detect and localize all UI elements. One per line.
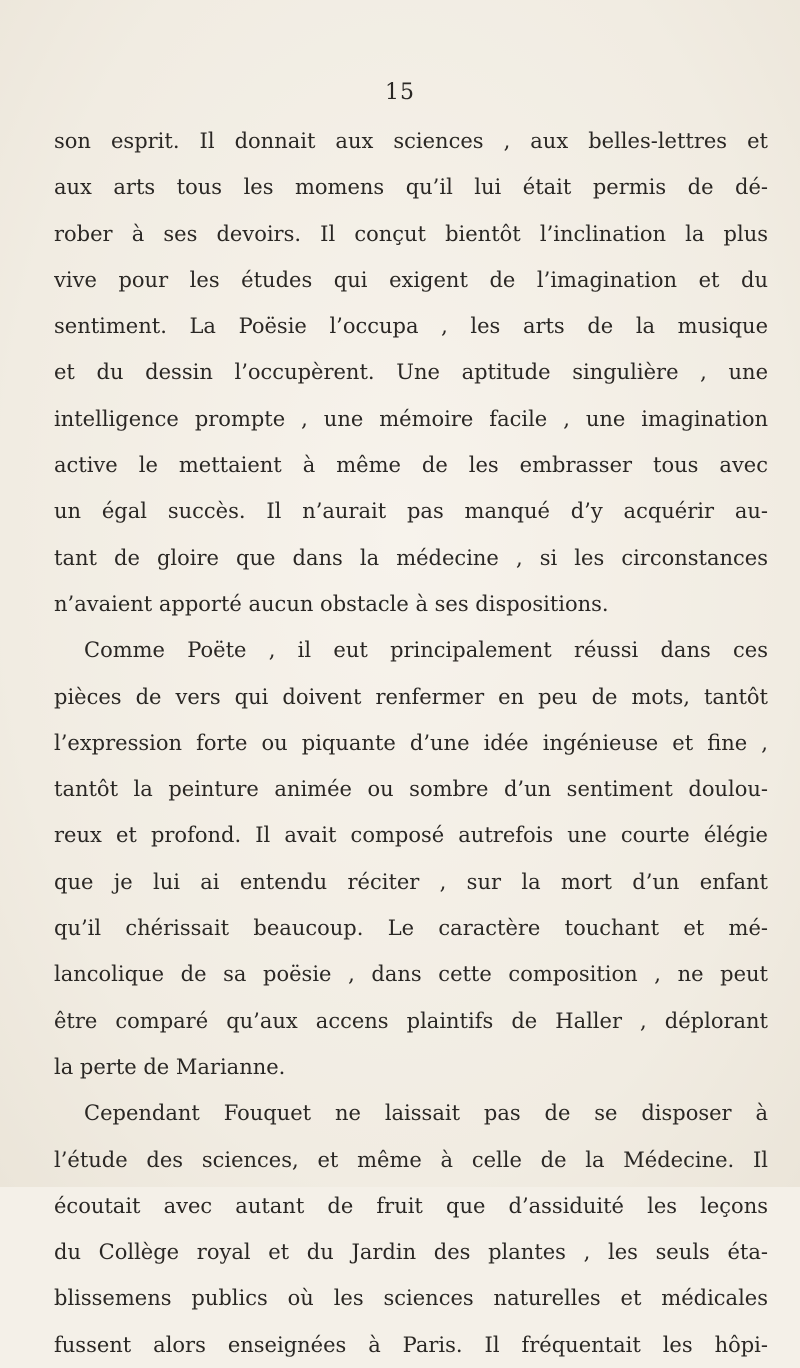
- text-line: pièces de vers qui doivent renfermer en peu de mots, tantôt: [54, 684, 768, 709]
- text-line: que je lui ai entendu réciter , sur la mort d’un enfant: [54, 869, 768, 894]
- text-line: tant de gloire que dans la médecine , si les circonstances: [54, 545, 768, 570]
- text-line: écoutait avec autant de fruit que d’assiduité les leçons: [54, 1193, 768, 1218]
- text-line: et du dessin l’occupèrent. Une aptitude singulière , une: [54, 360, 768, 385]
- text-line: qu’il chérissait beaucoup. Le caractère touchant et mé-: [54, 916, 768, 941]
- text-line: l’expression forte ou piquante d’une idée ingénieuse et fine ,: [54, 730, 768, 755]
- text-line: sentiment. La Poësie l’occupa , les arts de la musique: [54, 314, 768, 339]
- text-line: n’avaient apporté aucun obstacle à ses dispositions.: [54, 591, 609, 616]
- text-line: Cependant Fouquet ne laissait pas de se disposer à: [84, 1101, 768, 1126]
- text-line: intelligence prompte , une mémoire facile , une imagination: [54, 406, 768, 431]
- text-line: lancolique de sa poësie , dans cette composition , ne peut: [54, 962, 768, 987]
- text-line: tantôt la peinture animée ou sombre d’un sentiment doulou-: [54, 777, 768, 802]
- text-line: aux arts tous les momens qu’il lui était permis de dé-: [54, 175, 768, 200]
- text-line: l’étude des sciences, et même à celle de la Médecine. Il: [54, 1147, 768, 1172]
- text-line: du Collège royal et du Jardin des plantes , les seuls éta-: [54, 1240, 768, 1265]
- text-line: vive pour les études qui exigent de l’imagination et du: [54, 267, 768, 292]
- text-line: reux et profond. Il avait composé autrefois une courte élégie: [54, 823, 768, 848]
- page-number: 15: [385, 80, 415, 105]
- text-line: son esprit. Il donnait aux sciences , aux belles-lettres et: [54, 129, 768, 153]
- text-line: être comparé qu’aux accens plaintifs de Haller , déplorant: [54, 1008, 768, 1033]
- text-line: fussent alors enseignées à Paris. Il fréquentait les hôpi-: [54, 1332, 768, 1357]
- text-line: rober à ses devoirs. Il conçut bientôt l’inclination la plus: [54, 221, 768, 246]
- text-line: active le mettaient à même de les embrasser tous avec: [54, 453, 768, 478]
- text-line: un égal succès. Il n’aurait pas manqué d’y acquérir au-: [54, 499, 768, 524]
- body-text: [54, 118, 768, 1368]
- text-line: Comme Poëte , il eut principalement réussi dans ces: [84, 638, 768, 663]
- text-line: blissemens publics où les sciences naturelles et médicales: [54, 1286, 768, 1311]
- text-line: la perte de Marianne.: [54, 1054, 286, 1079]
